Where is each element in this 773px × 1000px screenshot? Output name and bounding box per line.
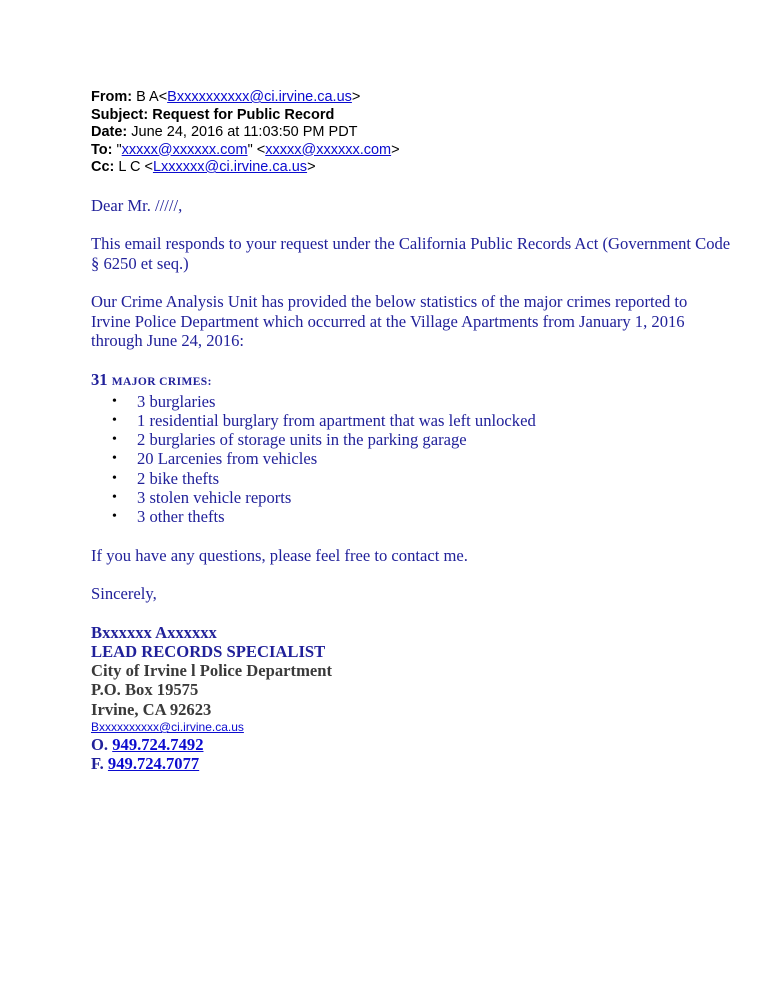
- signature-org: City of Irvine l Police Department: [91, 660, 333, 680]
- cc-email-link[interactable]: Lxxxxxx@ci.irvine.ca.us: [152, 159, 308, 175]
- cc-label: Cc:: [91, 159, 115, 175]
- signature-email-link[interactable]: Bxxxxxxxxxx@ci.irvine.ca.us: [91, 720, 244, 735]
- to-label: To:: [91, 141, 113, 158]
- crimes-count: 31: [91, 369, 108, 389]
- cc-line: [91, 159, 731, 177]
- office-label: O.: [91, 735, 109, 755]
- signoff: Sincerely,: [91, 584, 157, 604]
- paragraph-statistics: Our Crime Analysis Unit has provided the below statistics of the major crimes reported to Irvine Police Department which occurred at the Village Apartments from January 1, 2016 through June 24, 2016:: [91, 292, 688, 350]
- email-header: [91, 89, 731, 177]
- to-line: [91, 142, 731, 160]
- list-item: • 3 other thefts: [137, 507, 731, 526]
- fax-label: F.: [91, 754, 104, 774]
- to-email-link-1[interactable]: xxxxx@xxxxxx.com: [121, 141, 248, 158]
- cc-close: >: [307, 159, 316, 175]
- to-quote-open: ": [116, 141, 122, 158]
- from-name: B A<: [136, 89, 168, 105]
- crimes-label: MAJOR CRIMES:: [111, 375, 212, 388]
- from-email-link[interactable]: Bxxxxxxxxxx@ci.irvine.ca.us: [167, 89, 352, 105]
- signature-city: Irvine, CA 92623: [91, 699, 212, 719]
- list-item: • 3 stolen vehicle reports: [137, 488, 731, 507]
- list-item: • 1 residential burglary from apartment that was left unlocked: [137, 411, 731, 430]
- office-phone-link[interactable]: 949.724.7492: [112, 735, 204, 755]
- signature-email-row: [91, 719, 731, 735]
- list-item: • 20 Larcenies from vehicles: [137, 449, 731, 468]
- closing-paragraph: If you have any questions, please feel free to contact me.: [91, 545, 468, 565]
- subject-value: Request for Public Record: [152, 106, 335, 123]
- fax-phone-link[interactable]: 949.724.7077: [107, 754, 200, 774]
- greeting: Dear Mr. /////,: [91, 195, 183, 215]
- to-email-link-2[interactable]: xxxxx@xxxxxx.com: [265, 141, 392, 158]
- from-label: From:: [91, 89, 133, 105]
- signature-title: LEAD RECORDS SPECIALIST: [91, 641, 326, 661]
- signature-po-box: P.O. Box 19575: [91, 680, 199, 700]
- to-close: >: [391, 141, 400, 158]
- subject-label: Subject:: [91, 106, 149, 123]
- date-value: June 24, 2016 at 11:03:50 PM PDT: [131, 124, 358, 140]
- list-item: • 2 bike thefts: [137, 469, 731, 488]
- paragraph-request: This email responds to your request under the California Public Records Act (Government Code § 6250 et seq.): [91, 234, 731, 273]
- date-label: Date:: [91, 124, 128, 140]
- from-close: >: [351, 89, 361, 105]
- office-phone-row: [91, 735, 731, 754]
- from-line: [91, 89, 731, 107]
- crimes-list: [91, 392, 731, 527]
- fax-phone-row: [91, 754, 731, 773]
- date-line: [91, 124, 731, 142]
- email-document: [91, 89, 731, 773]
- signature-name: Bxxxxxx Axxxxxx: [91, 622, 217, 642]
- subject-line: [91, 107, 731, 125]
- list-item: • 3 burglaries: [137, 392, 731, 411]
- to-middle: " <: [247, 141, 266, 158]
- crimes-heading: [91, 370, 731, 392]
- cc-name: L C <: [118, 159, 153, 175]
- list-item: • 2 burglaries of storage units in the parking garage: [137, 430, 731, 449]
